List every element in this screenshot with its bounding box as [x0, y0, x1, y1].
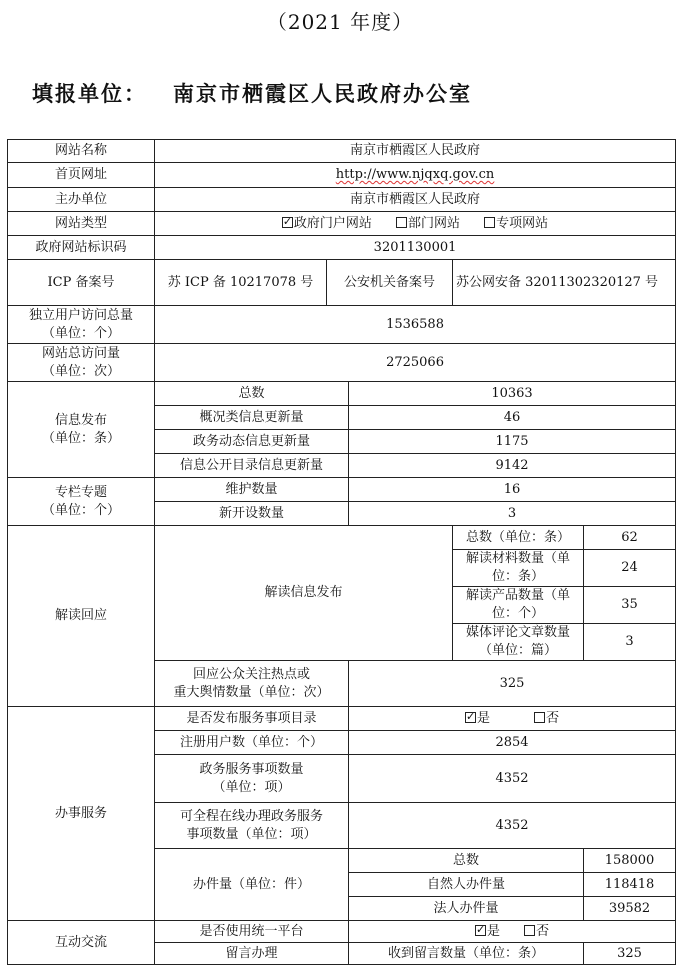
interpret-item-label: 媒体评论文章数量（单位：篇） — [453, 624, 584, 661]
table-row — [8, 344, 676, 382]
platform-yes-option[interactable]: ✓ 是 — [475, 923, 500, 941]
table-row — [8, 707, 676, 731]
report-year: （2021 年度） — [266, 10, 414, 34]
site-name-value: 南京市栖霞区人民政府 — [155, 140, 676, 163]
reporting-unit — [32, 78, 472, 108]
catalog-label: 是否发布服务事项目录 — [155, 707, 349, 731]
volume-item-value: 118418 — [584, 873, 676, 897]
response-value: 325 — [349, 661, 676, 707]
table-row — [8, 306, 676, 344]
reporting-unit-value: 南京市栖霞区人民政府办公室 — [173, 81, 472, 106]
info-publish-item-label: 政务动态信息更新量 — [155, 430, 349, 454]
table-row — [8, 188, 676, 212]
option-label: 部门网站 — [408, 215, 461, 231]
volume-item-label: 自然人办件量 — [349, 873, 584, 897]
unique-visitors-label: 独立用户访问总量 （单位：个） — [8, 306, 155, 344]
interpret-item-value: 35 — [584, 587, 676, 624]
info-publish-label: 信息发布 （单位：条） — [8, 382, 155, 478]
table-row — [8, 140, 676, 163]
table-row — [8, 236, 676, 260]
info-publish-item-value: 9142 — [349, 454, 676, 478]
message-label: 留言办理 — [155, 943, 349, 965]
columns-item-label: 维护数量 — [155, 478, 349, 502]
website-report-table — [7, 139, 676, 965]
checkbox-empty-icon — [396, 217, 407, 228]
icp-label: ICP 备案号 — [8, 260, 155, 306]
checkbox-checked-icon — [465, 712, 476, 723]
homepage-cell — [155, 163, 676, 188]
interpret-item-label: 总数（单位：条） — [453, 526, 584, 550]
interpret-item-value: 24 — [584, 550, 676, 587]
table-row — [8, 260, 676, 306]
table-row — [8, 163, 676, 188]
volume-label: 办件量（单位：件） — [155, 849, 349, 921]
site-type-option-special[interactable] — [484, 215, 548, 233]
checkbox-checked-icon — [475, 925, 486, 936]
volume-item-value: 158000 — [584, 849, 676, 873]
table-row — [8, 212, 676, 236]
table-row — [8, 526, 676, 550]
interpret-item-value: 62 — [584, 526, 676, 550]
catalog-no-option[interactable]: 否 — [534, 710, 559, 728]
reporting-unit-label: 填报单位： — [32, 81, 147, 106]
site-code-label: 政府网站标识码 — [8, 236, 155, 260]
site-code-value: 3201130001 — [155, 236, 676, 260]
interpret-label: 解读回应 — [8, 526, 155, 707]
volume-item-value: 39582 — [584, 897, 676, 921]
option-label: 专项网站 — [496, 215, 549, 231]
icp-value: 苏 ICP 备 10217078 号 — [155, 260, 327, 306]
interpret-sub-label: 解读信息发布 — [155, 526, 453, 661]
service-label: 办事服务 — [8, 707, 155, 921]
site-type-option-department[interactable] — [396, 215, 460, 233]
police-record-label: 公安机关备案号 — [327, 260, 453, 306]
police-record-value: 苏公网安备 32011302320127 号 — [453, 260, 676, 306]
table-row — [8, 921, 676, 943]
catalog-yes-option[interactable]: ✓ 是 — [465, 710, 490, 728]
checkbox-empty-icon — [484, 217, 495, 228]
online-items-value: 4352 — [349, 803, 676, 849]
sponsor-value: 南京市栖霞区人民政府 — [155, 188, 676, 212]
interaction-label: 互动交流 — [8, 921, 155, 965]
columns-label: 专栏专题 （单位：个） — [8, 478, 155, 526]
columns-item-value: 3 — [349, 502, 676, 526]
interpret-item-label: 解读产品数量（单位：个） — [453, 587, 584, 624]
service-items-label: 政务服务事项数量 （单位：项） — [155, 755, 349, 803]
homepage-label: 首页网址 — [8, 163, 155, 188]
site-type-label: 网站类型 — [8, 212, 155, 236]
platform-label: 是否使用统一平台 — [155, 921, 349, 943]
info-publish-item-value: 1175 — [349, 430, 676, 454]
online-items-label: 可全程在线办理政务服务 事项数量（单位：项） — [155, 803, 349, 849]
info-publish-item-label: 信息公开目录信息更新量 — [155, 454, 349, 478]
table-row — [8, 478, 676, 502]
registered-users-value: 2854 — [349, 731, 676, 755]
interpret-item-label: 解读材料数量（单位：条） — [453, 550, 584, 587]
received-label: 收到留言数量（单位：条） — [349, 943, 584, 965]
checkbox-empty-icon — [534, 712, 545, 723]
sponsor-label: 主办单位 — [8, 188, 155, 212]
homepage-link[interactable]: http://www.njqxq.gov.cn — [335, 167, 495, 182]
site-type-option-portal[interactable] — [282, 215, 372, 233]
site-type-options — [155, 212, 676, 236]
info-publish-item-label: 概况类信息更新量 — [155, 406, 349, 430]
info-publish-item-value: 10363 — [349, 382, 676, 406]
received-value: 325 — [584, 943, 676, 965]
service-items-value: 4352 — [349, 755, 676, 803]
total-visits-label: 网站总访问量 （单位：次） — [8, 344, 155, 382]
catalog-options — [349, 707, 676, 731]
platform-options — [349, 921, 676, 943]
columns-item-value: 16 — [349, 478, 676, 502]
volume-item-label: 总数 — [349, 849, 584, 873]
info-publish-item-value: 46 — [349, 406, 676, 430]
total-visits-value: 2725066 — [155, 344, 676, 382]
platform-no-option[interactable]: 否 — [524, 923, 549, 941]
info-publish-item-label: 总数 — [155, 382, 349, 406]
response-label: 回应公众关注热点或 重大舆情数量（单位：次） — [155, 661, 349, 707]
checkbox-empty-icon — [524, 925, 535, 936]
table-row — [8, 382, 676, 406]
option-label: 政府门户网站 — [293, 215, 372, 231]
site-name-label: 网站名称 — [8, 140, 155, 163]
columns-item-label: 新开设数量 — [155, 502, 349, 526]
interpret-item-value: 3 — [584, 624, 676, 661]
unique-visitors-value: 1536588 — [155, 306, 676, 344]
checkbox-checked-icon — [282, 217, 293, 228]
volume-item-label: 法人办件量 — [349, 897, 584, 921]
registered-users-label: 注册用户数（单位：个） — [155, 731, 349, 755]
